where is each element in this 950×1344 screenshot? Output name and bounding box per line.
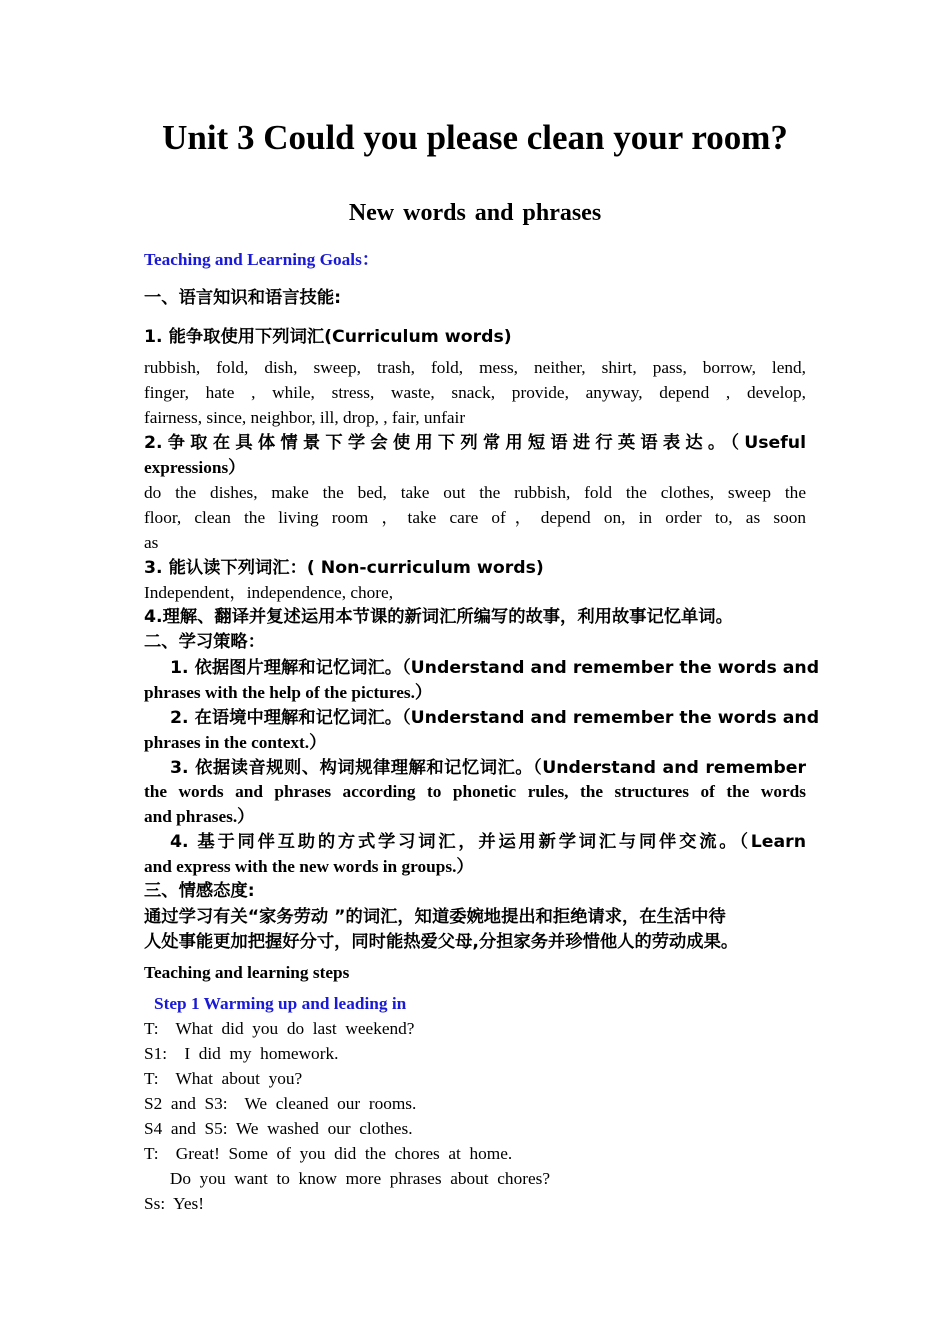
attitude-text: 通过学习有关“家务劳动 ”的词汇，知道委婉地提出和拒绝请求，在生活中待 [144,907,726,927]
dialogue-line: T: Great! Some of you did the chores at home. [144,1144,513,1163]
useful-expressions-line: do the dishes, make the bed, take out the rubbish, fold the clothes, sweep the [144,483,806,502]
item3-heading: 3. 能认读下列词汇：( Non-curriculum words) [144,558,544,578]
non-curriculum-words: Independent，independence, chore, [144,583,394,602]
item2-heading-cont: expressions） [144,458,246,477]
section3-heading: 三、情感态度: [144,881,255,901]
item4-heading: 4.理解、翻译并复述运用本节课的新词汇所编写的故事，利用故事记忆单词。 [144,607,733,627]
dialogue-line: S1: I did my homework. [144,1044,339,1063]
attitude-text: 人处事能更加把握好分寸，同时能热爱父母,分担家务并珍惜他人的劳动成果。 [144,932,739,952]
strategy-item: 2. 在语境中理解和记忆词汇。（Understand and remember the words and [170,708,820,728]
dialogue-line: T: What about you? [144,1069,303,1088]
strategy-item: 4. 基于同伴互助的方式学习词汇，并运用新学词汇与同伴交流。（Learn [170,832,806,852]
item2-heading: 2.争取在具体情景下学会使用下列常用短语进行英语表达。（Useful [144,433,806,453]
curriculum-words-line: rubbish, fold, dish, sweep, trash, fold, mess, neither, shirt, pass, borrow, lend, [144,358,806,377]
section1-heading: 一、语言知识和语言技能: [144,288,342,308]
page-subtitle: New words and phrases [348,200,602,226]
dialogue-line: Do you want to know more phrases about chores? [144,1169,551,1188]
dialogue-line: Ss: Yes! [144,1194,205,1213]
strategy-item: 3. 依据读音规则、构词规律理解和记忆词汇。（Understand and remember [170,758,806,778]
goals-heading: Teaching and Learning Goals： [144,250,380,269]
page-title: Unit 3 Could you please clean your room? [162,118,788,157]
steps-heading: Teaching and learning steps [144,963,350,982]
strategy-item-cont: the words and phrases according to phonetic rules, the structures of the words [144,782,806,801]
strategy-item-cont: phrases with the help of the pictures.） [144,683,433,702]
strategy-item-cont: phrases in the context.） [144,733,327,752]
useful-expressions-line: as [144,533,159,552]
section2-heading: 二、学习策略： [144,632,265,652]
dialogue-line: T: What did you do last weekend? [144,1019,415,1038]
dialogue-line: S2 and S3: We cleaned our rooms. [144,1094,417,1113]
strategy-item-cont: and express with the new words in groups.） [144,857,474,876]
curriculum-words-line: fairness, since, neighbor, ill, drop, , fair, unfair [144,408,466,427]
curriculum-words-line: finger, hate , while, stress, waste, snack, provide, anyway, depend , develop, [144,383,806,402]
useful-expressions-line: floor, clean the living room ，take care of，depend on, in order to, as soon [144,508,806,527]
dialogue-line: S4 and S5: We washed our clothes. [144,1119,413,1138]
strategy-item-cont: and phrases.） [144,807,255,826]
step1-heading: Step 1 Warming up and leading in [154,994,407,1013]
item1-heading: 1. 能争取使用下列词汇(Curriculum words) [144,327,512,347]
strategy-item: 1. 依据图片理解和记忆词汇。（Understand and remember the words and [170,658,820,678]
